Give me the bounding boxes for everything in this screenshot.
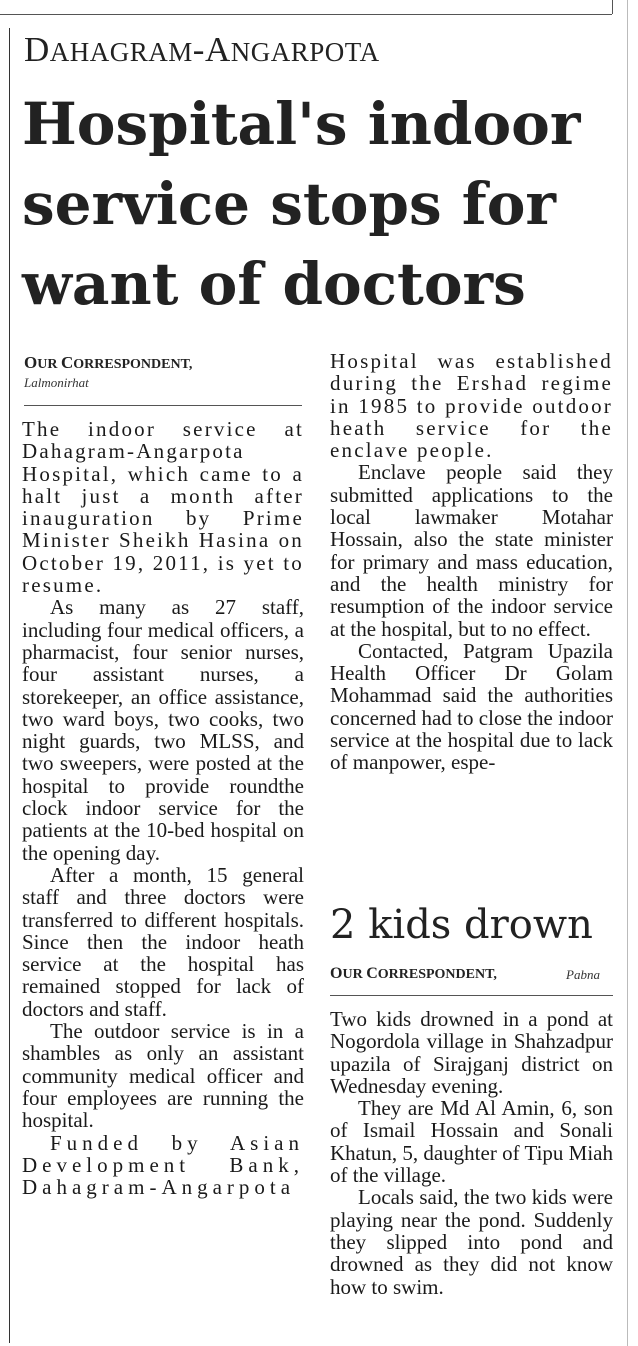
paragraph: As many as 27 staff, including four medical officers, a pharmacist, four senior nurses, four assistant nurses, a storekeeper, an office assistance, two ward boys, two cooks, two night guards, two MLSS, and two sweepers, were posted at the hospital to provide roundthe clock indoor service for the patients at the 10-bed hospital on the opening day. [22,595,304,865]
right-edge-rule [627,0,628,1346]
top-right-border-rule [612,0,613,14]
top-border-rule [0,14,612,15]
byline-place: Lalmonirhat [24,375,89,390]
article-column-2 [330,350,613,774]
secondary-headline: 2 kids drown [330,902,593,948]
article-column-1 [22,418,304,1198]
paragraph: They are Md Al Amin, 6, son of Ismail Hossain and Sonali Khatun, 5, daughter of Tipu Miah of the village. [330,1096,613,1188]
headline-line: Hospital's indoor [22,90,581,158]
byline: OUR CORRESPONDENT, [24,353,193,372]
secondary-byline: OUR CORRESPONDENT, [330,965,497,982]
paragraph: Locals said, the two kids were playing near the pond. Suddenly they slipped into pond and drowned as they did not know how to swim. [330,1185,613,1299]
section-kicker: DAHAGRAM-ANGARPOTA [24,30,380,69]
secondary-byline-rule [330,995,613,996]
secondary-byline-place: Pabna [566,967,600,982]
headline-line: want of doctors [22,250,526,318]
paragraph: Enclave people said they submitted applications to the local lawmaker Motahar Hossain, also the state minister for primary and mass education, and the health ministry for resumption of the indoor service at the hospital, but to no effect. [330,460,613,641]
paragraph: Contacted, Patgram Upazila Health Officer Dr Golam Mohammad said the authorities concerned had to close the indoor service at the hospital due to lack of manpower, espe- [330,638,613,775]
paragraph: Hospital was established during the Ershad regime in 1985 to provide outdoor heath service for the enclave people. [330,349,613,463]
byline-rule [24,405,302,406]
paragraph: After a month, 15 general staff and three doctors were transferred to different hospitals. Since then the indoor heath service at the hospital has remained stopped for lack of doctors and staff. [22,862,304,1021]
paragraph: The indoor service at Dahagram-Angarpota Hospital, which came to a halt just a month after inauguration by Prime Minister Sheikh Hasina on October 19, 2011, is yet to resume. [22,417,305,598]
secondary-article-column [330,1008,613,1298]
main-headline [22,84,622,324]
paragraph: The outdoor service is in a shambles as only an assistant community medical officer and four employees are running the hospital. [22,1019,304,1133]
paragraph: Two kids drowned in a pond at Nogordola village in Shahzadpur upazila of Sirajganj district on Wednesday evening. [330,1007,613,1098]
left-column-rule [9,28,10,1343]
headline-line: service stops for [22,170,556,238]
paragraph: Funded by Asian Development Bank, Dahagram-Angarpota [22,1130,304,1200]
